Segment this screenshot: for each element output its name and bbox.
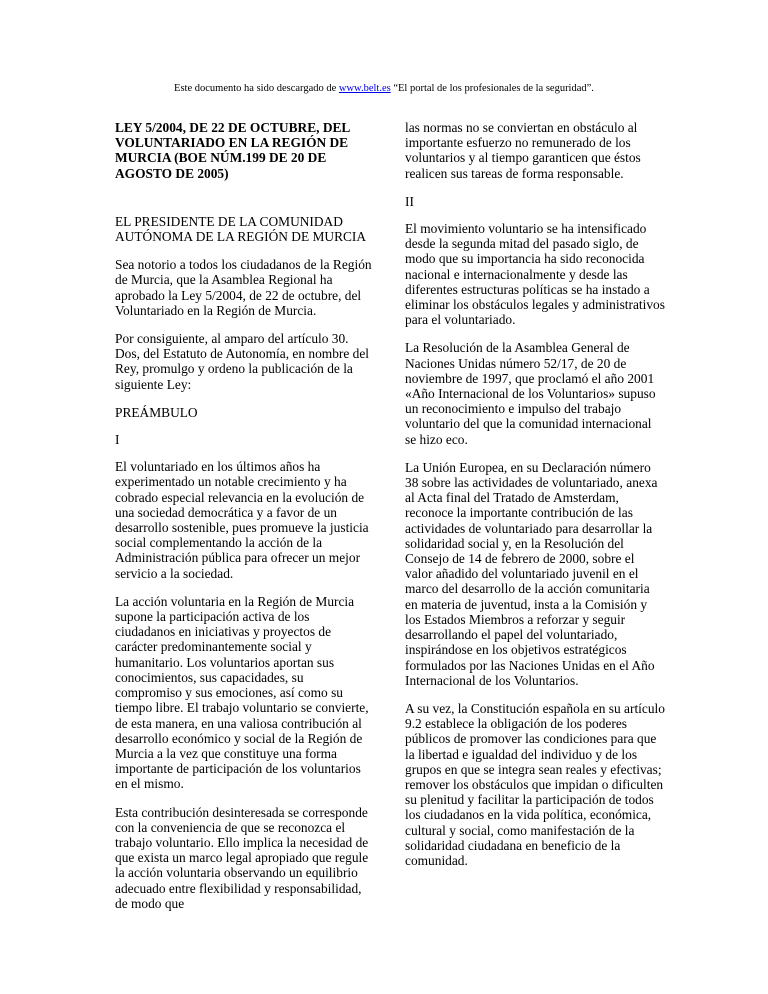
- right-paragraph-4: La Unión Europea, en su Declaración número 38 sobre las actividades de voluntariado, anexa al Acta final del Tratado de Amsterdam, reconoce la importante contribución de las actividades de voluntariado para desarrollar la solidaridad social y, en la Resolución del Consejo de 14 de febrero de 2000, sobre el valor añadido del voluntariado juvenil en el marco del desarrollo de la acción comunitaria en materia de juventud, insta a la Comisión y los Estados Miembros a reforzar y seguir desarrollando el papel del voluntariado, inspirándose en los objetivos estratégicos formulados por las Naciones Unidas en el Año Internacional de los Voluntarios.: [405, 459, 658, 688]
- left-column: [115, 120, 373, 924]
- header-link[interactable]: www.belt.es: [338, 83, 391, 94]
- right-paragraph-2: El movimiento voluntario se ha intensificado desde la segunda mitad del pasado siglo, de modo que su importancia ha sido reconocida nacional e internacionalmente y desde las diferentes estructuras políticas se ha instado a eliminar los obstáculos legales y administrativos para el voluntariado.: [405, 221, 665, 328]
- right-paragraph-3: La Resolución de la Asamblea General de Naciones Unidas número 52/17, de 20 de noviembre de 1997, que proclamó el año 2001 «Año Internacional de los Voluntarios» supuso un reconocimiento e impulso del trabajo voluntario del que la comunidad internacional se hizo eco.: [405, 340, 656, 447]
- right-paragraph-5: A su vez, la Constitución española en su artículo 9.2 establece la obligación de los poderes públicos de promover las condiciones para que la libertad e igualdad del individuo y de los grupos en que se integra sean reales y efectivas; remover los obstáculos que impidan o dificulten su plenitud y facilitar la participación de todos los ciudadanos en la vida política, económica, cultural y social, como manifestación de la solidaridad ciudadana en beneficio de la comunidad.: [405, 700, 665, 868]
- left-paragraph-5: Esta contribución desinteresada se corresponde con la conveniencia de que se reconozca el trabajo voluntario. Ello implica la necesidad de que exista un marco legal apropiado que regule la acción voluntaria observando un equilibrio adecuado entre flexibilidad y responsabilidad, de modo que: [115, 804, 369, 911]
- right-paragraph-1: las normas no se conviertan en obstáculo al importante esfuerzo no remunerado de los voluntarios y al tiempo garanticen que éstos realicen sus tareas de forma responsable.: [405, 120, 641, 181]
- left-paragraph-4: La acción voluntaria en la Región de Murcia supone la participación activa de los ciudadanos en iniciativas y proyectos de carácter predominantemente social y humanitario. Los voluntarios aportan sus conocimientos, sus capacidades, su compromiso y sus emociones, así como su tiempo libre. El trabajo voluntario se convierte, de esta manera, en una valiosa contribución al desarrollo económico y social de la Región de Murcia a la vez que constituye una forma importante de participación de los voluntarios en el mismo.: [115, 593, 369, 792]
- preamble-heading: PREÁMBULO: [115, 404, 198, 420]
- law-title: LEY 5/2004, DE 22 DE OCTUBRE, DEL VOLUNTARIADO EN LA REGIÓN DE MURCIA (BOE NÚM.199 DE 20 DE AGOSTO DE 2005): [115, 120, 350, 181]
- header-prefix: Este documento ha sido descargado de: [174, 83, 337, 94]
- left-paragraph-3: El voluntariado en los últimos años ha experimentado un notable crecimiento y ha cobrado especial relevancia en la evolución de una sociedad democrática y a favor de un desarrollo sostenible, pues promueve la justicia social complementando la acción de la Administración pública para ofrecer un mejor servicio a la sociedad.: [115, 459, 369, 581]
- page-header: [0, 82, 768, 96]
- right-column: [405, 120, 665, 881]
- section-heading-1: I: [115, 432, 120, 448]
- left-paragraph-1: Sea notorio a todos los ciudadanos de la Región de Murcia, que la Asamblea Regional ha aprobado la Ley 5/2004, de 22 de octubre, del Voluntariado en la Región de Murcia.: [115, 257, 372, 318]
- section-heading-2: II: [405, 193, 414, 209]
- president-heading: EL PRESIDENTE DE LA COMUNIDAD AUTÓNOMA DE LA REGIÓN DE MURCIA: [115, 213, 367, 245]
- header-suffix: “El portal de los profesionales de la seguridad”.: [393, 83, 594, 94]
- left-paragraph-2: Por consiguiente, al amparo del artículo 30. Dos, del Estatuto de Autonomía, en nombre del Rey, promulgo y ordeno la publicación de la siguiente Ley:: [115, 331, 370, 392]
